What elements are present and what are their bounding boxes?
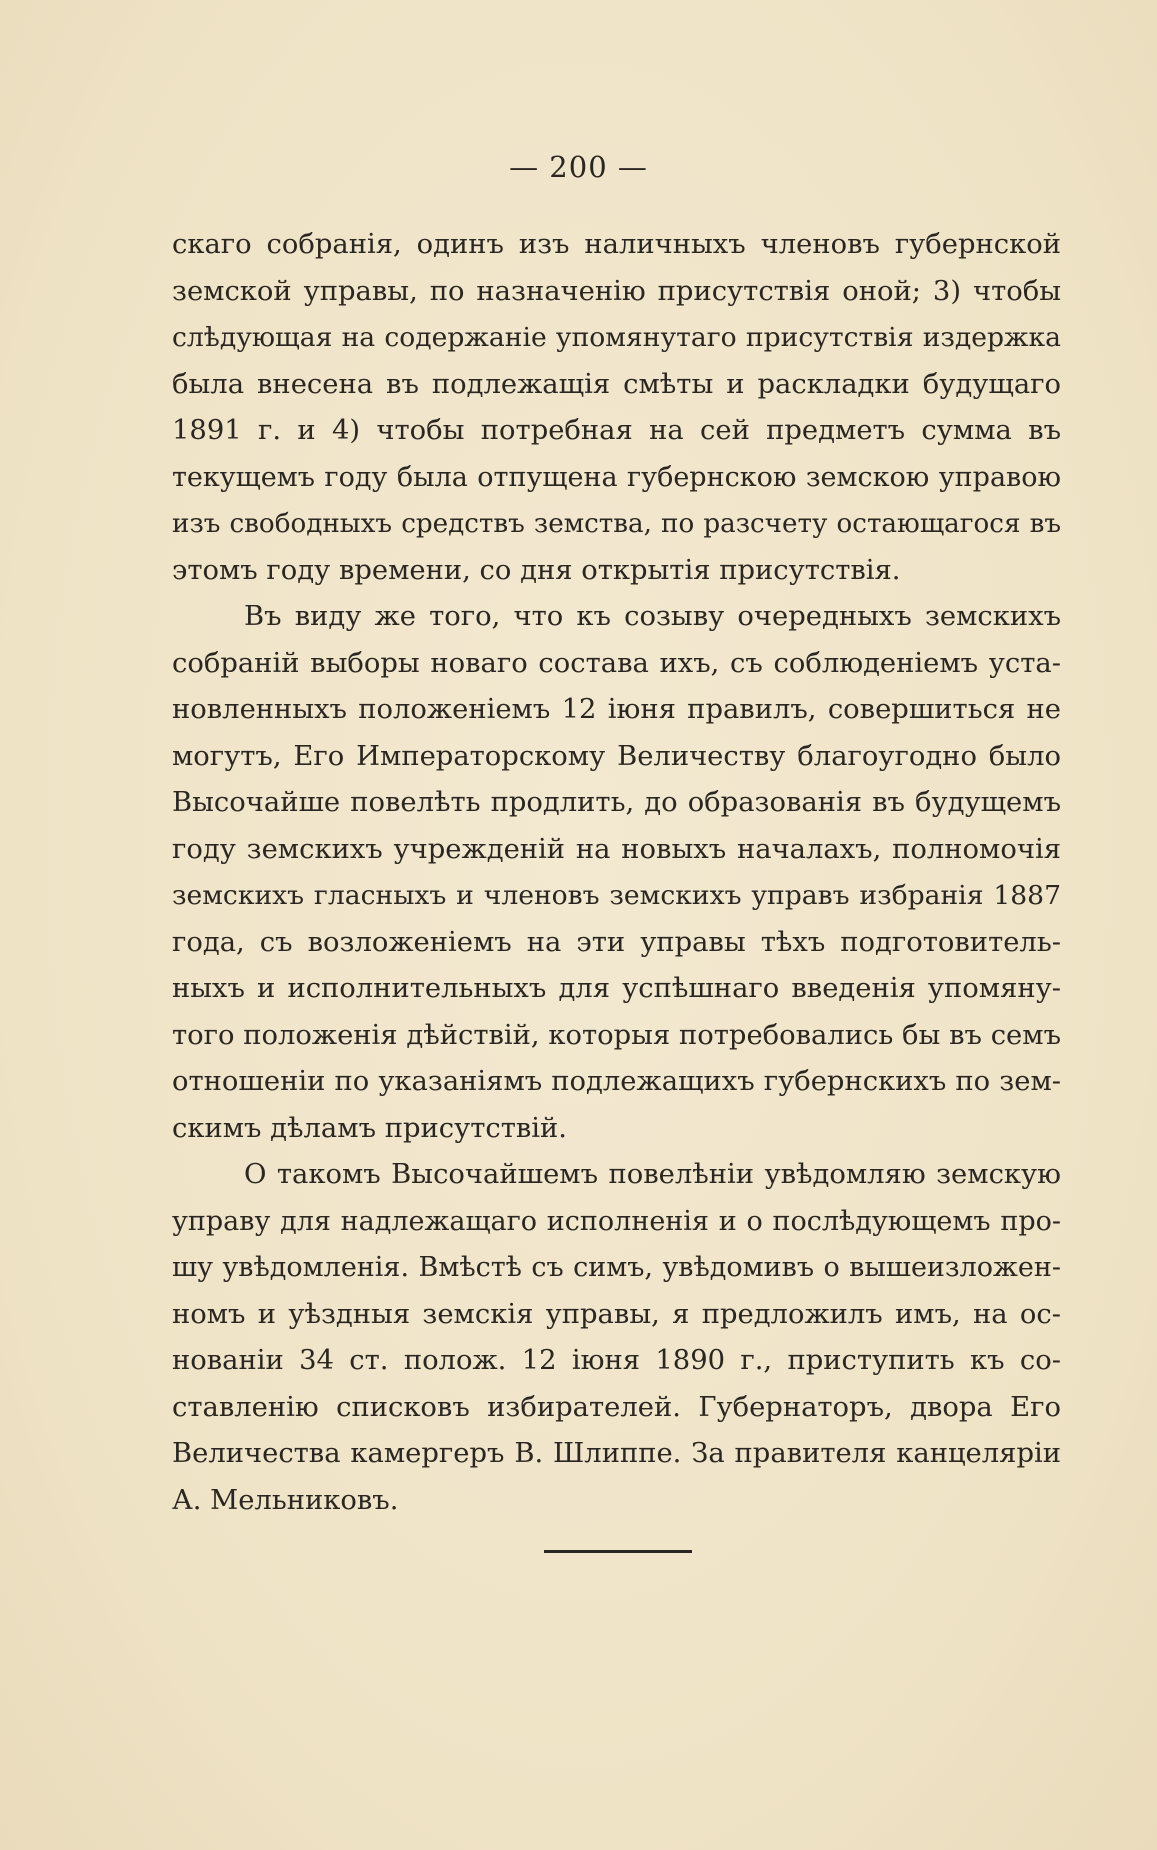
text-line: 1891 г. и 4) чтобы потребная на сей предметъ сумма въ: [172, 415, 1061, 446]
text-line: земскихъ гласныхъ и членовъ земскихъ управъ избранія 1887: [172, 880, 1061, 911]
page-number: — 200 —: [509, 150, 648, 184]
text-line: Величества камергеръ В. Шлиппе. За правителя канцеляріи: [172, 1438, 1061, 1469]
body-text: [172, 222, 1061, 1524]
text-line: Въ виду же того, что къ созыву очередныхъ земскихъ: [244, 601, 1061, 632]
text-line: нованіи 34 ст. полож. 12 іюня 1890 г., приступить къ со-: [172, 1345, 1061, 1376]
text-line: номъ и уѣздныя земскія управы, я предложилъ имъ, на ос-: [172, 1298, 1061, 1330]
text-line: году земскихъ учрежденій на новыхъ началахъ, полномочія: [172, 833, 1061, 865]
text-line: текущемъ году была отпущена губернскою земскою управою: [172, 461, 1061, 493]
text-line: скимъ дѣламъ присутствій.: [172, 1112, 567, 1144]
text-line: Высочайше повелѣть продлить, до образованія въ будущемъ: [172, 787, 1061, 818]
text-line: этомъ году времени, со дня открытія присутствія.: [172, 554, 901, 586]
text-line: была внесена въ подлежащія смѣты и раскладки будущаго: [172, 368, 1061, 400]
text-line: скаго собранія, одинъ изъ наличныхъ членовъ губернской: [172, 229, 1061, 260]
text-line: отношеніи по указаніямъ подлежащихъ губернскихъ по зем-: [172, 1066, 1061, 1097]
text-line: шу увѣдомленія. Вмѣстѣ съ симъ, увѣдомивъ о вышеизложен-: [172, 1252, 1061, 1283]
text-line: года, съ возложеніемъ на эти управы тѣхъ подготовитель-: [172, 926, 1061, 958]
text-line: могутъ, Его Императорскому Величеству благоугодно было: [172, 740, 1061, 772]
text-line: ставленію списковъ избирателей. Губернаторъ, двора Его: [172, 1391, 1061, 1423]
text-line: слѣдующая на содержаніе упомянутаго присутствія издержка: [172, 322, 1061, 353]
text-line: собраній выборы новаго состава ихъ, съ соблюденіемъ уста-: [172, 647, 1061, 679]
text-line: А. Мельниковъ.: [172, 1484, 399, 1516]
closing-rule: [544, 1550, 692, 1553]
text-line: того положенія дѣйствій, которыя потребовались бы въ семъ: [172, 1019, 1061, 1051]
text-line: О такомъ Высочайшемъ повелѣніи увѣдомляю земскую: [244, 1159, 1061, 1190]
text-line: изъ свободныхъ средствъ земства, по разсчету остающагося въ: [172, 509, 1061, 539]
text-line: ныхъ и исполнительныхъ для успѣшнаго введенія упомяну-: [172, 973, 1061, 1004]
text-line: земской управы, по назначенію присутствія оной; 3) чтобы: [172, 275, 1061, 307]
text-line: новленныхъ положеніемъ 12 іюня правилъ, совершиться не: [172, 694, 1061, 725]
text-line: управу для надлежащаго исполненія и о послѣдующемъ про-: [172, 1205, 1061, 1237]
